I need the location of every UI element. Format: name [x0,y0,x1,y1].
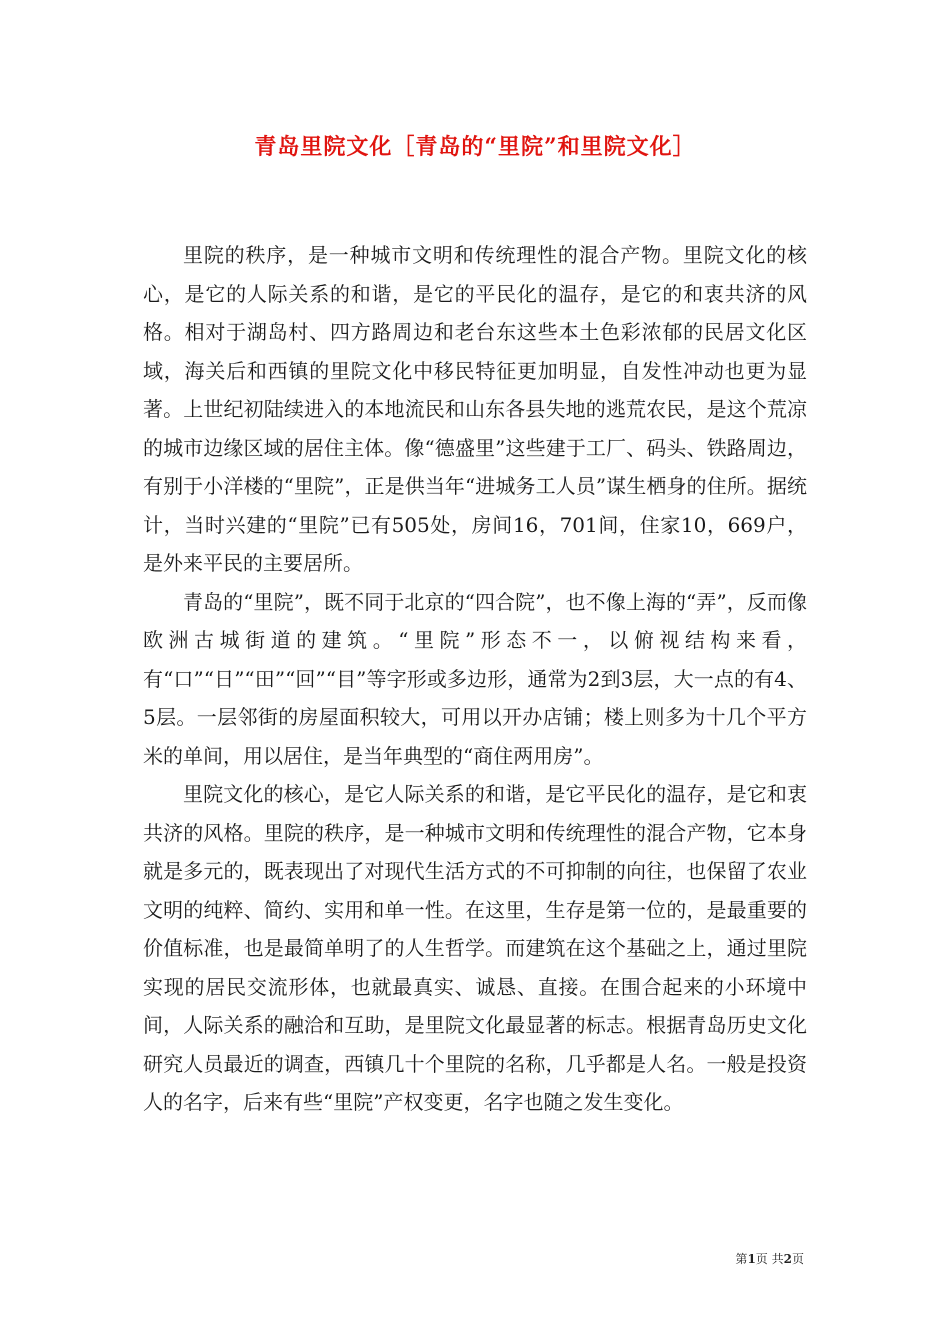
paragraph-3: 里院文化的核心，是它人际关系的和谐，是它平民化的温存，是它和衷共济的风格。里院的秩序，是一种城市文明和传统理性的混合产物，它本身就是多元的，既表现出了对现代生活方式的不可抑制的向往，也保留了农业文明的纯粹、简约、实用和单一性。在这里，生存是第一位的，是最重要的价值标准，也是最简单明了的人生哲学。而建筑在这个基础之上，通过里院实现的居民交流形体，也就最真实、诚恳、直接。在围合起来的小环境中间，人际关系的融洽和互助，是里院文化最显著的标志。根据青岛历史文化研究人员最近的调查，西镇几十个里院的名称，几乎都是人名。一般是投资人的名字，后来有些“里院”产权变更，名字也随之发生变化。 [143,782,807,1114]
footer-prefix: 第 [735,1252,748,1266]
total-pages-number: 2 [783,1252,792,1266]
document-body [143,236,807,1122]
paragraph-2: 青岛的“里院”，既不同于北京的“四合院”，也不像上海的“弄”，反而像欧洲古城街道的建筑。“里院”形态不一，以俯视结构来看，有“口”“日”“田”“回”“目”等字形或多边形，通常为2到3层，大一点的有4、5层。一层邻街的房屋面积较大，可用以开办店铺；楼上则多为十几个平方米的单间，用以居住，是当年典型的“商住两用房”。 [143,589,807,768]
page-footer [735,1250,804,1267]
footer-suffix: 页 [791,1252,804,1266]
current-page-number: 1 [747,1252,756,1266]
footer-middle: 页 共 [755,1252,784,1266]
paragraph-1: 里院的秩序，是一种城市文明和传统理性的混合产物。里院文化的核心，是它的人际关系的和谐，是它的平民化的温存，是它的和衷共济的风格。相对于湖岛村、四方路周边和老台东这些本土色彩浓郁的民居文化区域，海关后和西镇的里院文化中移民特征更加明显，自发性冲动也更为显著。上世纪初陆续进入的本地流民和山东各县失地的逃荒农民，是这个荒凉的城市边缘区域的居住主体。像“德盛里”这些建于工厂、码头、铁路周边，有别于小洋楼的“里院”，正是供当年“进城务工人员”谋生栖身的住所。据统计，当时兴建的“里院”已有505处，房间16，701间，住家10，669户，是外来平民的主要居所。 [143,243,807,575]
document-title: 青岛里院文化［青岛的“里院”和里院文化］ [254,134,696,160]
